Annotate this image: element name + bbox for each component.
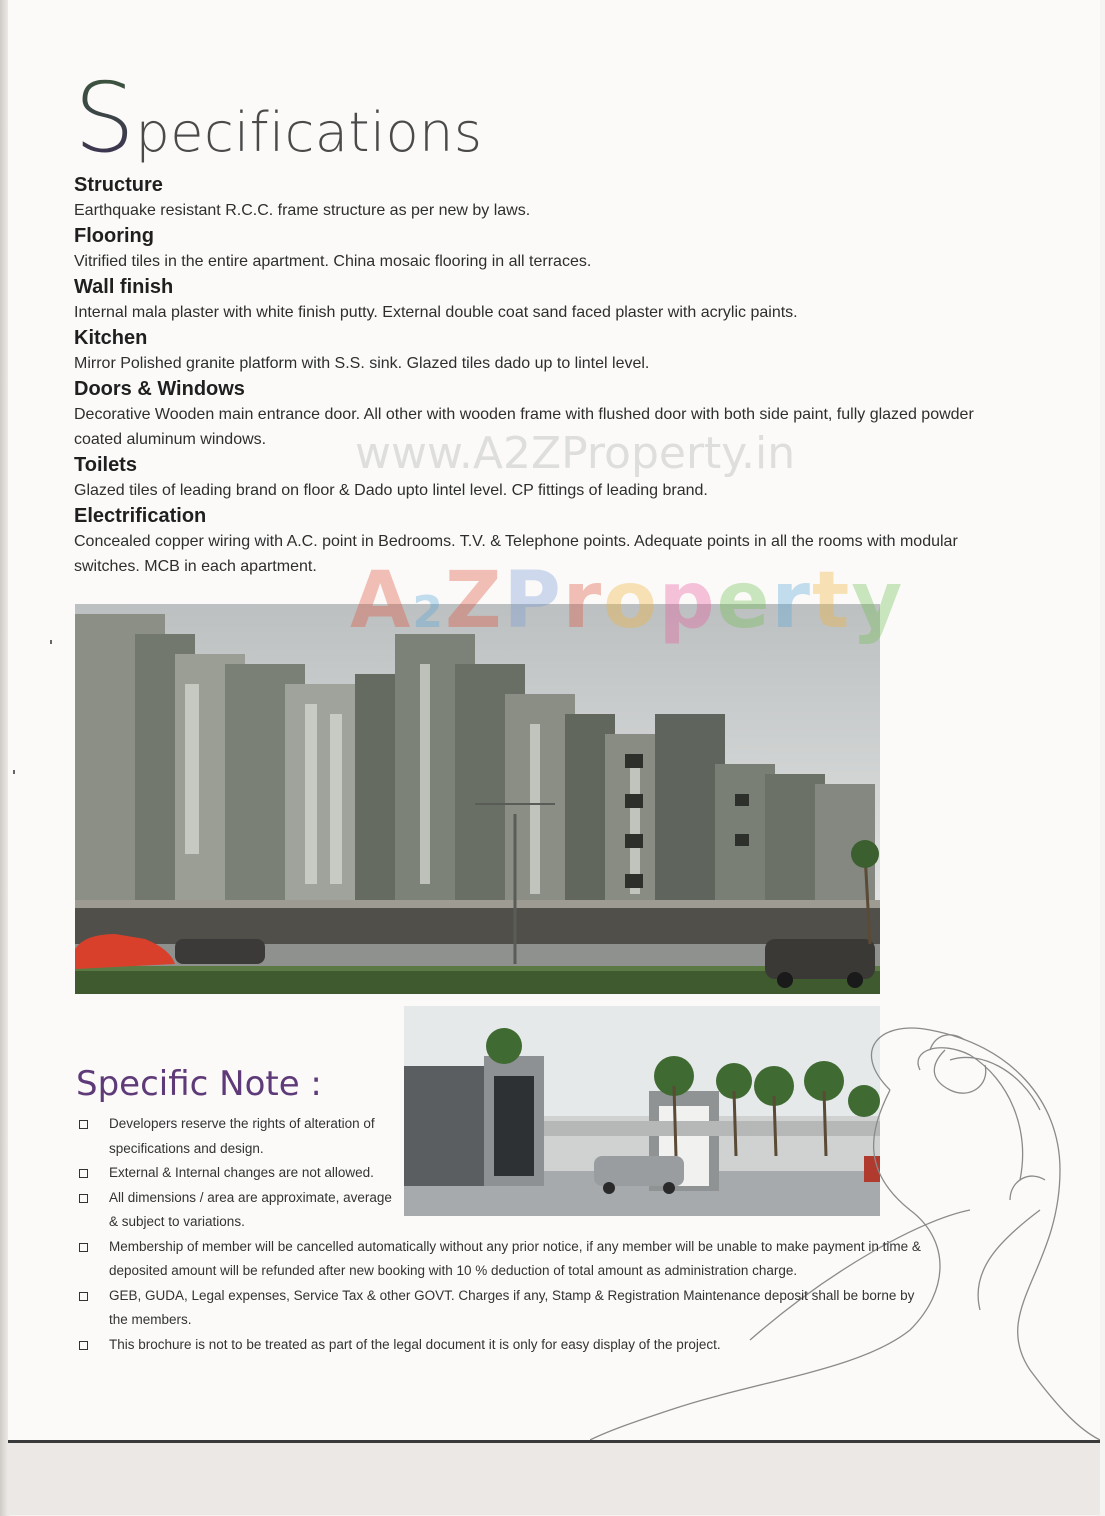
checkbox-bullet-icon (79, 1292, 88, 1301)
scan-speck (13, 770, 15, 774)
spec-heading: Flooring (74, 225, 154, 247)
note-text: GEB, GUDA, Legal expenses, Service Tax & other GOVT. Charges if any, Stamp & Registration Maintenance deposit shall be borne by the members. (109, 1287, 915, 1327)
specific-note-title: Specific Note : (76, 1064, 322, 1104)
spec-heading: Electrification (74, 505, 207, 527)
specific-note-list (76, 1112, 929, 1357)
note-item (76, 1112, 395, 1161)
scan-speck (50, 640, 52, 644)
title-rest: pecifications (135, 101, 483, 164)
page-title (74, 62, 483, 174)
watermark-url: www.A2ZProperty.in (355, 428, 796, 479)
watermark-logo-char: p (658, 556, 717, 646)
checkbox-bullet-icon (79, 1169, 88, 1178)
building-illustration (75, 604, 880, 994)
note-item (76, 1333, 929, 1358)
checkbox-bullet-icon (79, 1243, 88, 1252)
spec-text: Earthquake resistant R.C.C. frame structure as per new by laws. (74, 202, 531, 219)
note-text: This brochure is not to be treated as part of the legal document it is only for easy display of the project. (109, 1336, 721, 1352)
note-text: All dimensions / area are approximate, average & subject to variations. (109, 1189, 392, 1229)
spec-text: Internal mala plaster with white finish putty. External double coat sand faced plaster with acrylic paints. (74, 304, 798, 321)
checkbox-bullet-icon (79, 1120, 88, 1129)
spec-wall-finish (74, 274, 1024, 325)
note-item (76, 1235, 929, 1284)
spec-heading: Structure (74, 174, 163, 196)
watermark-logo-char: P (503, 556, 563, 646)
spec-text: Decorative Wooden main entrance door. All other with wooden frame with flushed door with both side paint, fully glazed powder coated aluminum windows. (74, 406, 974, 448)
watermark-logo-char: A (350, 556, 413, 646)
note-item (76, 1284, 929, 1333)
specifications-list (74, 172, 1024, 579)
watermark-logo-char: r (771, 556, 813, 646)
title-initial: S (74, 62, 136, 174)
watermark-logo-char: r (562, 556, 604, 646)
watermark-logo-char: o (603, 556, 659, 646)
spec-heading: Doors & Windows (74, 378, 245, 400)
watermark-logo-char: Z (445, 556, 504, 646)
spec-heading: Wall finish (74, 276, 174, 298)
note-text: Developers reserve the rights of alteration of specifications and design. (109, 1116, 375, 1156)
checkbox-bullet-icon (79, 1194, 88, 1203)
note-item (76, 1186, 395, 1235)
checkbox-bullet-icon (79, 1341, 88, 1350)
spec-text: Vitrified tiles in the entire apartment. China mosaic flooring in all terraces. (74, 253, 592, 270)
watermark-logo (350, 556, 904, 646)
watermark-logo-char: t (812, 556, 852, 646)
watermark-logo-char: y (851, 556, 905, 646)
spec-heading: Toilets (74, 454, 137, 476)
spec-text: Glazed tiles of leading brand on floor & Dado upto lintel level. CP fittings of leading brand. (74, 482, 708, 499)
watermark-logo-char: 2 (412, 587, 445, 638)
note-item (76, 1161, 395, 1186)
spec-text: Concealed copper wiring with A.C. point in Bedrooms. T.V. & Telephone points. Adequate points in all the rooms with modular switches. MCB in each apartment. (74, 533, 958, 575)
building-exterior-image (75, 604, 880, 994)
page-bottom-band (8, 1440, 1100, 1515)
note-text: Membership of member will be cancelled automatically without any prior notice, if any member will be unable to make payment in time & deposited amount will be refunded after new booking with 10 % deduction of total amount as administration charge. (109, 1238, 921, 1278)
note-text: External & Internal changes are not allowed. (109, 1165, 374, 1180)
spec-heading: Kitchen (74, 327, 148, 349)
spec-flooring (74, 223, 1024, 274)
spec-kitchen (74, 325, 1024, 376)
spec-structure (74, 172, 1024, 223)
watermark-logo-char: e (716, 556, 772, 646)
spec-text: Mirror Polished granite platform with S.S. sink. Glazed tiles dado up to lintel level. (74, 355, 650, 372)
